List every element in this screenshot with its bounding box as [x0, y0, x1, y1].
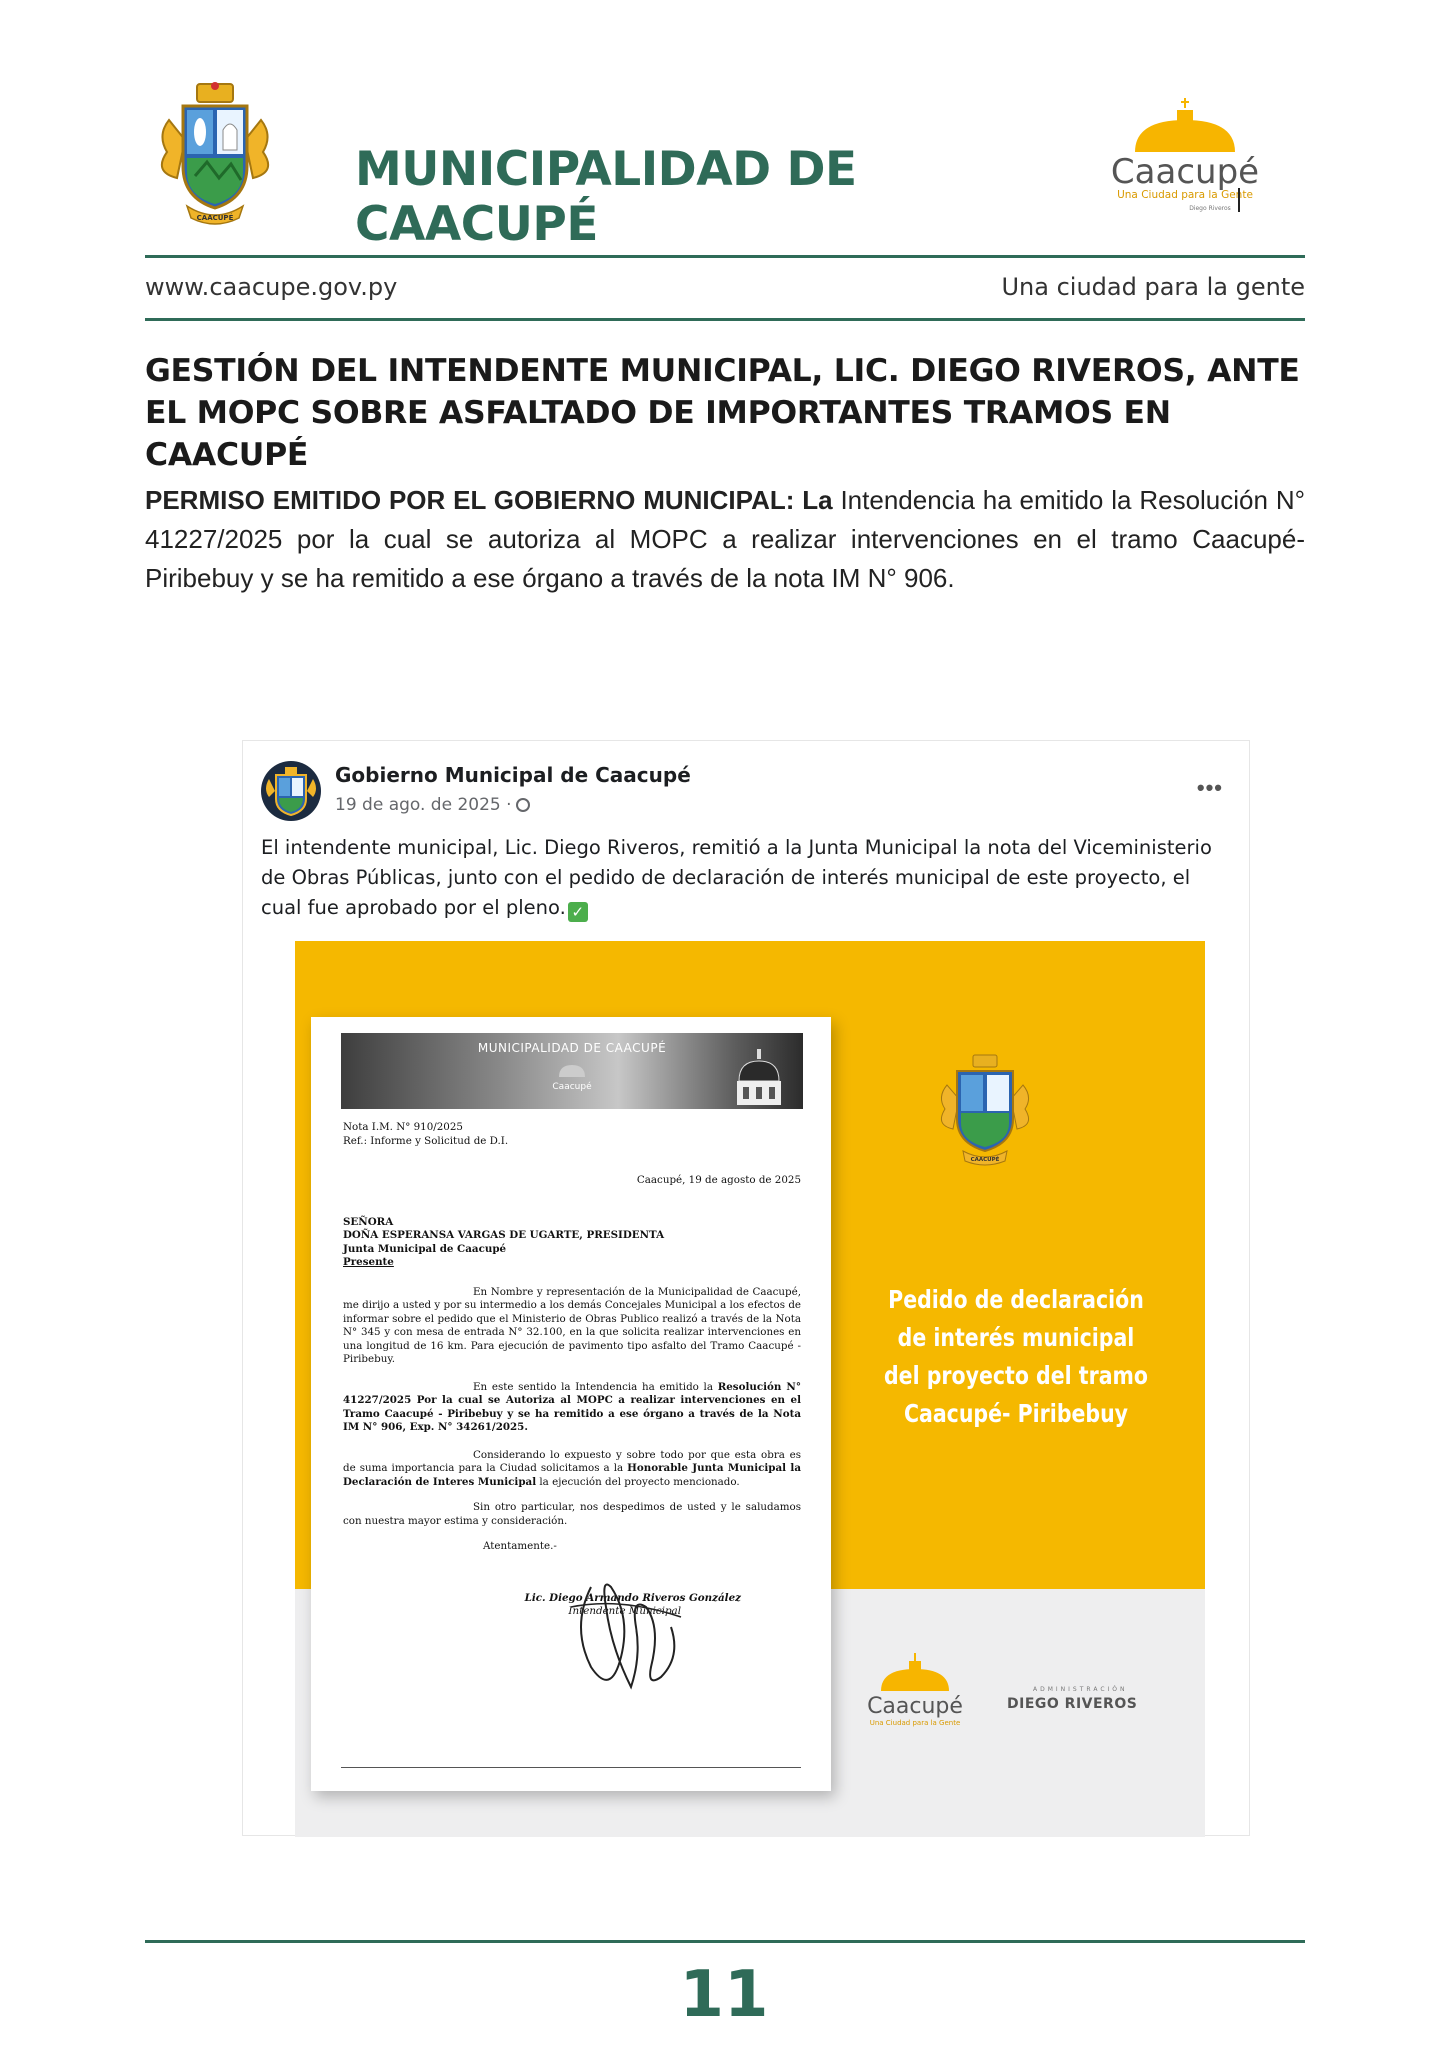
website-link[interactable]: www.caacupe.gov.py: [145, 273, 398, 301]
municipal-crest-small-icon: [935, 1051, 1035, 1169]
brand-tagline: Una Ciudad para la Gente: [1117, 189, 1253, 201]
letter-paragraph-3-start: Considerando lo expuesto y sobre todo por que esta obra es de suma importancia para la Ciudad solicitamos a la: [343, 1448, 801, 1474]
footer-rule: [145, 1940, 1305, 1943]
lead-text: Intendencia ha emitido la Resolución N° 41227/2025 por la cual se autoriza al MOPC a realizar intervenciones en el tramo Caacupé-Piribebuy y se ha remitido a ese órgano a través de la nota IM N° 906.: [145, 485, 1305, 593]
letter-signatory-role: Intendente Municipal: [568, 1605, 681, 1617]
letter-paragraph-1: En Nombre y representación de la Municipalidad de Caacupé, me dirijo a usted y por su intermedio a los demás Concejales Municipal a los efectos de informar sobre el pedido que el Ministerio de Obras Publico realizó a través de la Nota N° 345 y con mesa de entrada N° 32.100, en la que solicita realizar intervenciones en una longitud de 16 km. Para ejecución de pavimento tipo asfalto del Tramo Caacupé - Piribebuy.: [343, 1285, 801, 1365]
globe-icon: [516, 798, 530, 812]
footer-admin-label: ADMINISTRACIÓN: [1033, 1686, 1128, 1693]
crest-text: CAACUPÉ: [196, 214, 234, 222]
post-text-body: El intendente municipal, Lic. Diego Riveros, remitió a la Junta Municipal la nota del Viceministerio de Obras Públicas, junto con el pedido de declaración de interés municipal de este proyecto, el cual fue aprobado por el pleno.: [261, 836, 1212, 919]
letter-institution: Junta Municipal de Caacupé: [343, 1242, 507, 1255]
post-date-text: 19 de ago. de 2025 ·: [335, 795, 512, 815]
check-mark-icon: ✓: [568, 902, 588, 922]
letter-salutation: SEÑORA: [343, 1215, 394, 1228]
official-letter: [311, 1017, 831, 1791]
letter-note-number: Nota I.M. N° 910/2025: [343, 1121, 463, 1133]
caacupe-brand-logo: [1105, 90, 1285, 220]
post-date[interactable]: [335, 795, 530, 815]
letter-banner-brand: Caacupé: [552, 1082, 592, 1092]
header-rule-top: [145, 255, 1305, 258]
handwritten-signature: [551, 1567, 691, 1697]
municipal-crest-icon: [155, 80, 275, 230]
letter-paragraph-4: Sin otro particular, nos despedimos de usted y le saludamos con nuestra mayor estima y consideración.: [343, 1501, 801, 1527]
brand-signature: Diego Riveros: [1189, 205, 1231, 212]
post-image[interactable]: [295, 941, 1205, 1837]
footer-admin-logo: [1007, 1686, 1137, 1712]
motto-text: Una ciudad para la gente: [1001, 273, 1305, 301]
lead-bold: PERMISO EMITIDO POR EL GOBIERNO MUNICIPAL: La: [145, 485, 833, 515]
letter-paragraph-3-end: la ejecución del proyecto mencionado.: [539, 1475, 740, 1488]
church-dome-icon: [729, 1047, 789, 1107]
crest-avatar-icon: [261, 761, 321, 821]
letter-paragraph-3: [343, 1449, 801, 1490]
letter-paragraph-2-bold: Resolución N° 41227/2025 Por la cual se Autoriza al MOPC a realizar intervenciones en el Tramo Caacupé - Piribebuy y se ha remitido a ese órgano a través de la Nota IM N° 906, Exp. N° 34261/2025.: [343, 1380, 801, 1433]
letter-place-date: Caacupé, 19 de agosto de 2025: [636, 1174, 801, 1186]
letter-banner: [341, 1033, 803, 1109]
letter-footer-line: [341, 1767, 801, 1768]
footer-admin-name: DIEGO RIVEROS: [1007, 1696, 1138, 1712]
footer-brand-tagline: Una Ciudad para la Gente: [869, 1719, 961, 1727]
letter-reference: Ref.: Informe y Solicitud de D.I.: [343, 1134, 509, 1147]
letter-body: [343, 1121, 801, 1619]
footer-brand-name: Caacupé: [867, 1694, 963, 1719]
ellipsis-icon[interactable]: •••: [1196, 775, 1223, 800]
municipality-title: MUNICIPALIDAD DE CAACUPÉ: [355, 142, 857, 252]
post-text: [261, 833, 1231, 923]
letter-present: Presente: [343, 1256, 394, 1268]
letter-banner-logo: [551, 1059, 593, 1097]
letter-signatory: Lic. Diego Armando Riveros González: [524, 1591, 741, 1604]
image-title: Pedido de declaración de interés municipal del proyecto del tramo Caacupé- Piribebuy: [884, 1285, 1148, 1428]
page-avatar: [261, 761, 321, 821]
letter-closing: Atentamente.-: [483, 1540, 557, 1552]
document-header: [145, 80, 1305, 252]
header-rule-bottom: [145, 318, 1305, 321]
post-header: [243, 741, 1249, 941]
brand-name: Caacupé: [1110, 152, 1260, 192]
letter-paragraph-3-bold: Honorable Junta Municipal la Declaración de Interes Municipal: [343, 1462, 801, 1488]
letter-paragraph-2-intro: En este sentido la Intendencia ha emitido la: [473, 1380, 713, 1393]
page-name-link[interactable]: Gobierno Municipal de Caacupé: [335, 763, 691, 787]
page-number: 11: [679, 1958, 769, 2032]
letter-banner-title: MUNICIPALIDAD DE CAACUPÉ: [477, 1041, 667, 1055]
social-post-screenshot: [242, 740, 1250, 1836]
footer-caacupe-logo: [855, 1651, 975, 1741]
letter-paragraph-2: [343, 1381, 801, 1435]
article-headline: GESTIÓN DEL INTENDENTE MUNICIPAL, LIC. DIEGO RIVEROS, ANTE EL MOPC SOBRE ASFALTADO DE IMPORTANTES TRAMOS EN CAACUPÉ: [145, 353, 1300, 473]
small-crest-text: CAACUPÉ: [970, 1157, 1000, 1163]
article-lead: [145, 481, 1305, 598]
letter-recipient: DOÑA ESPERANSA VARGAS DE UGARTE, PRESIDENTA: [343, 1229, 665, 1241]
